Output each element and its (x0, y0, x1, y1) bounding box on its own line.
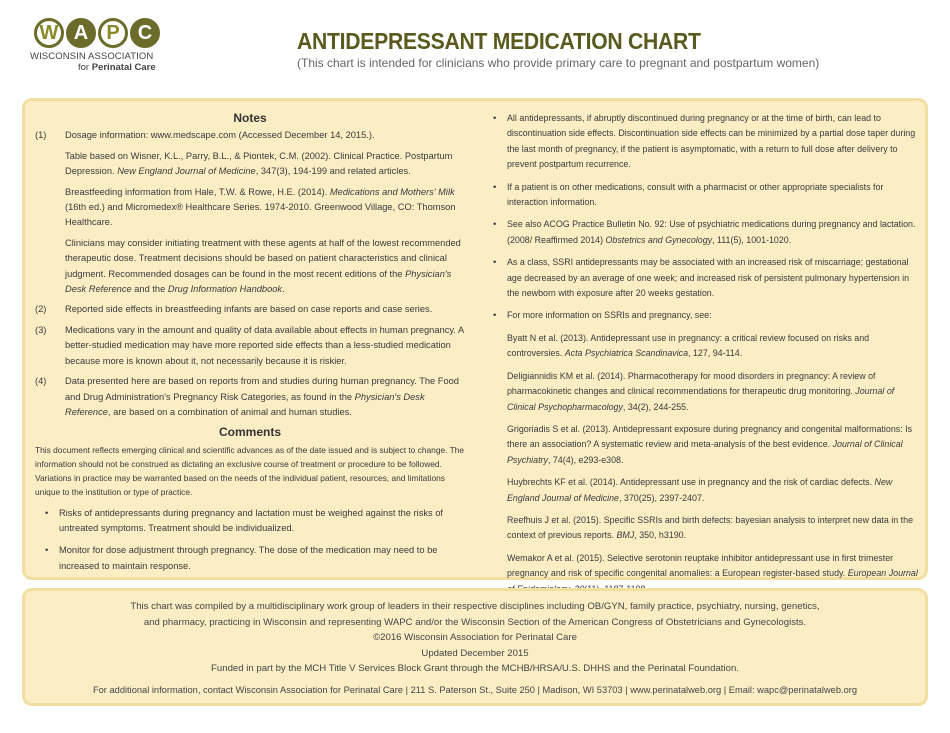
comment-bullet: • Monitor for dose adjustment through pregnancy. The dose of the medication may need to be increased to maintain response. (45, 545, 438, 571)
logo-letter-c: C (130, 18, 160, 48)
logo-letter-w: W (34, 18, 64, 48)
logo-org-sub: for Perinatal Care (78, 62, 156, 73)
logo-letters (34, 18, 170, 48)
comments-heading: Comments (218, 425, 281, 440)
guidance-bullet: • As a class, SSRI antidepressants may be associated with an increased risk of miscarriage; gestational age decreased by an average of one week; and increased risk of persistent pulmonary hypertension in the newborn with exposure after 20 weeks gestation. (493, 257, 910, 299)
comment-bullet: • Risks of antidepressants during pregnancy and lactation must be weighed against the risks of untreated symptoms. Treatment should be individualized. (45, 507, 443, 533)
notes-column (35, 111, 465, 581)
reference-item: Byatt N et al. (2013). Antidepressant use in pregnancy: a critical review focused on risks and controversies. Acta Psychiatrica Scandinavica, 127, 94-114. (507, 332, 870, 359)
guidance-column (493, 111, 918, 604)
info-panel (22, 588, 928, 706)
guidance-bullet: • All antidepressants, if abruptly discontinued during pregnancy or at the time of birth, can lead to discontinuation side effects. Discontinuation side effects can be minimized by a partial dose taper during the last month of pregnancy, if the patient is asymptomatic, with a return to full dose after delivery to prevent postpartum recurrence. (493, 113, 916, 170)
guidance-bullet: • See also ACOG Practice Bulletin No. 92: Use of psychiatric medications during pregnancy and lactation. (2008/ Reaffirmed 2014) Obstetrics and Gynecology, 111(5), 1001-1020. (493, 219, 916, 245)
note-item: (1) Dosage information: www.medscape.com (Accessed December 14, 2015.). (35, 130, 375, 141)
page-subtitle: (This chart is intended for clinicians who provide primary care to pregnant and postpartum women) (297, 56, 820, 70)
reference-item: Reefhuis J et al. (2015). Specific SSRIs and birth defects: bayesian analysis to interpret new data in the context of previous reports. BMJ, 350, h3190. (507, 514, 914, 541)
info-line: This chart was compiled by a multidisciplinary work group of leaders in their respective disciplines including OB/GYN, family practice, psychiatry, nursing, genetics, (130, 601, 820, 612)
wapc-logo (30, 18, 170, 88)
note-item: (3) Medications vary in the amount and quality of data available about effects in human pregnancy. A better-studied medication may have more reported side effects than a less-studied medication because more is known about it, not necessarily because it is riskier. (35, 324, 464, 366)
info-line: and pharmacy, practicing in Wisconsin and representing WAPC and/or the Wisconsin Section of the American Congress of Obstetricians and Gynecologists. (143, 616, 807, 628)
note-sub-clinicians: Clinicians may consider initiating treatment with these agents at half of the lowest recommended therapeutic dose. Treatment decisions should be based on patient characteristics and clinical judgment. Recommended dosages can be found in the most recent editions of the Physician's Desk Reference and the Drug Information Handbook. (65, 237, 461, 295)
updated-line: Updated December 2015 (421, 647, 529, 659)
contact-line: For additional information, contact Wisconsin Association for Perinatal Care | 211 S. Paterson St., Suite 250 | Madison, WI 53703 | www.perinatalweb.org | Email: wapc@perinatalweb.org (92, 684, 858, 695)
guidance-bullet: • If a patient is on other medications, consult with a pharmacist or other appropriate specialists for interaction information. (493, 181, 884, 208)
notes-heading: Notes (233, 111, 267, 125)
note-sub-breastfeeding: Breastfeeding information from Hale, T.W. & Rowe, H.E. (2014). Medications and Mothers' Milk (16th ed.) and Micromedex® Healthcare Series. 1974-2010. Greenwood Village, CO: Thomson Healthcare. (65, 186, 456, 228)
funding-line: Funded in part by the MCH Title V Services Block Grant through the MCHB/HRSA/U.S. DHHS and the Perinatal Foundation. (211, 663, 739, 674)
note-item: (2) Reported side effects in breastfeeding infants are based on case reports and case series. (35, 304, 433, 315)
page-title: ANTIDEPRESSANT MEDICATION CHART (297, 28, 701, 54)
guidance-bullet: • For more information on SSRIs and pregnancy, see: (493, 310, 712, 321)
reference-item: Grigoriadis S et al. (2013). Antidepressant exposure during pregnancy and congenital malformations: Is there an association? A systematic review and meta-analysis of the best evidence. Journal of Clinical Psychiatry, 74(4), e293-e308. (507, 423, 913, 465)
reference-item: Huybrechts KF et al. (2014). Antidepressant use in pregnancy and the risk of cardiac defects. New England Journal of Medicine, 370(25), 2397-2407. (507, 477, 893, 503)
info-block (25, 599, 925, 698)
reference-item: Deligiannidis KM et al. (2014). Pharmacotherapy for mood disorders in pregnancy: A review of pharmacokinetic changes and clinical recommendations for therapeutic drug monitoring. Journal of Clinical Psychopharmacology, 34(2), 244-255. (507, 370, 895, 412)
logo-letter-a: A (66, 18, 96, 48)
note-item: (4) Data presented here are based on reports from and studies during human pregnancy. The Food and Drug Administration's Pregnancy Risk Categories, as found in the Physician's Desk Reference, are based on a combination of animal and human studies. (35, 376, 459, 417)
logo-org-name: WISCONSIN ASSOCIATION (30, 51, 154, 62)
logo-letter-p: P (98, 18, 128, 48)
notes-panel (22, 98, 928, 580)
copyright-line: ©2016 Wisconsin Association for Perinatal Care (373, 632, 577, 643)
note-sub-table: Table based on Wisner, K.L., Parry, B.L., & Piontek, C.M. (2002). Clinical Practice. Postpartum Depression. New England Journal of Medicine, 347(3), 194-199 and related articles. (65, 150, 453, 177)
comments-paragraph: This document reflects emerging clinical and scientific advances as of the date issued and is subject to change. The information should not be construed as dictating an exclusive course of treatment or procedure to be followed. Variations in practice may be warranted based on the needs of the individual patient, resources, and limitations unique to the institution or type of practice. (35, 444, 465, 498)
reference-item: Wemakor A et al. (2015). Selective serotonin reuptake inhibitor antidepressant use in first trimester pregnancy and risk of specific congenital anomalies: a European register-based study. European Journal (507, 552, 918, 579)
